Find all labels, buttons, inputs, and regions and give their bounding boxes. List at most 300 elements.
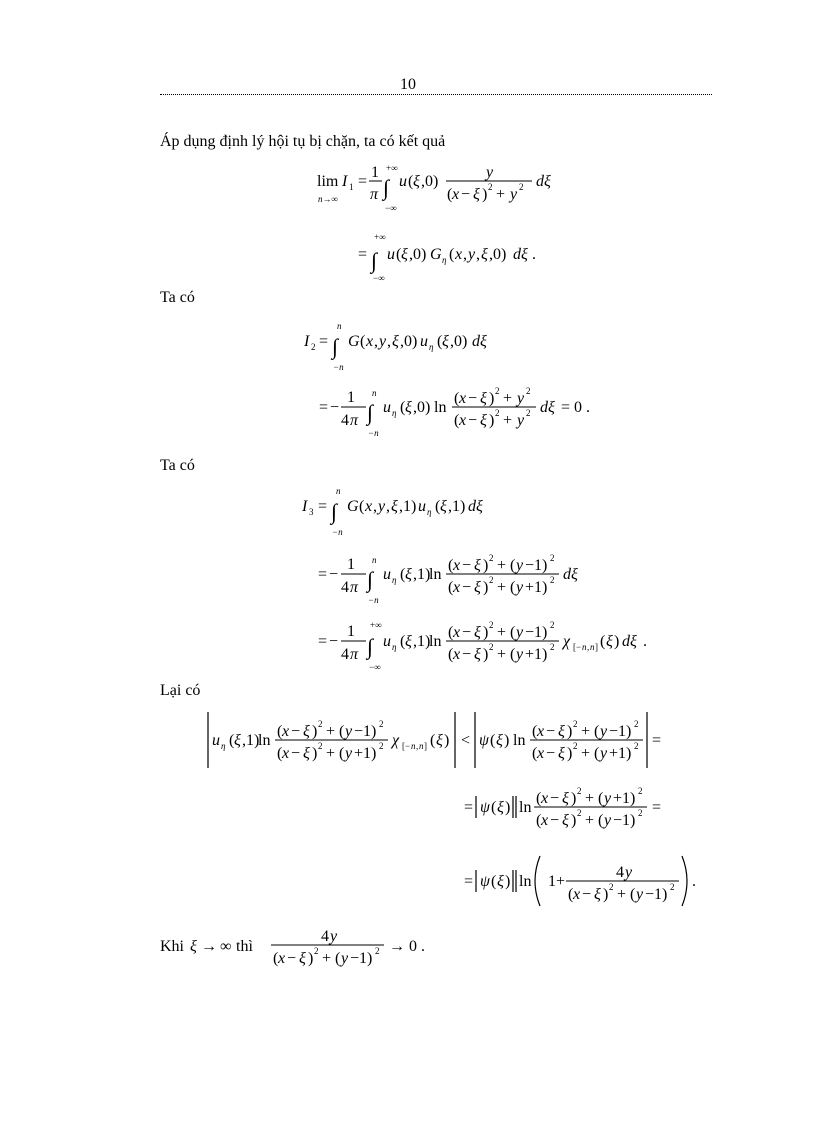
svg-text:−: − — [468, 412, 478, 429]
svg-text:,: , — [373, 498, 377, 515]
svg-text:): ) — [483, 579, 489, 596]
svg-text:ξ: ξ — [234, 732, 241, 749]
svg-text:ξ: ξ — [496, 732, 503, 749]
inequality-line3 — [464, 856, 696, 906]
svg-text:y: y — [345, 723, 353, 740]
svg-text:): ) — [483, 624, 489, 641]
svg-text:u: u — [387, 246, 395, 263]
svg-text:η: η — [429, 342, 434, 352]
svg-text:(: ( — [430, 732, 436, 749]
svg-text:(: ( — [277, 723, 283, 740]
svg-text:4: 4 — [341, 412, 349, 429]
svg-text:ξ: ξ — [474, 557, 481, 574]
svg-text:−: − — [546, 745, 556, 762]
svg-text:+: + — [497, 579, 507, 596]
svg-text:n: n — [411, 741, 416, 751]
svg-text:x: x — [453, 624, 461, 641]
svg-text:(: ( — [335, 950, 341, 967]
svg-text:(: ( — [448, 624, 454, 641]
svg-text:y: y — [345, 745, 353, 762]
svg-text:(: ( — [532, 745, 538, 762]
svg-text:,0): ,0) — [450, 333, 468, 350]
svg-text:(: ( — [510, 579, 516, 596]
khi-text: Khi — [160, 938, 184, 955]
svg-text:=: = — [319, 399, 329, 416]
svg-text:dξ: dξ — [513, 246, 528, 263]
svg-text:+: + — [585, 790, 595, 807]
svg-text:η: η — [442, 255, 447, 265]
svg-text:): ) — [489, 390, 495, 407]
svg-text:+: + — [503, 390, 513, 407]
svg-text:−: − — [462, 624, 472, 641]
svg-text:2: 2 — [489, 642, 494, 652]
svg-text:2: 2 — [519, 182, 524, 192]
svg-text:,: , — [416, 741, 419, 751]
svg-text:+∞: +∞ — [386, 163, 398, 173]
svg-text:∫: ∫ — [367, 634, 374, 659]
equation-limit-i1 — [317, 163, 551, 213]
svg-text:): ) — [567, 745, 573, 762]
svg-text:ψ: ψ — [480, 799, 490, 816]
svg-text:+∞: +∞ — [370, 620, 382, 630]
svg-text:ξ: ξ — [474, 646, 481, 663]
svg-text:+1): +1) — [609, 745, 632, 762]
svg-text:G: G — [430, 246, 442, 263]
svg-text:ξ: ξ — [562, 790, 569, 807]
svg-text:+1): +1) — [354, 745, 377, 762]
svg-text:): ) — [483, 557, 489, 574]
svg-text:): ) — [308, 950, 314, 967]
svg-text:ξ: ξ — [405, 566, 412, 583]
svg-text:+1): +1) — [613, 790, 636, 807]
svg-text:y: y — [486, 164, 494, 181]
svg-text:−∞: −∞ — [373, 273, 385, 283]
svg-text:∫: ∫ — [371, 248, 378, 273]
page-number: 10 — [400, 76, 416, 93]
svg-text:2: 2 — [526, 386, 531, 396]
svg-text:2: 2 — [550, 642, 555, 652]
svg-text:=: = — [652, 799, 662, 816]
svg-text:2: 2 — [495, 386, 500, 396]
svg-text:dξ: dξ — [540, 399, 555, 416]
svg-text:−: − — [461, 186, 471, 203]
svg-text:=: = — [652, 732, 662, 749]
ta-co-text-1: Ta có — [160, 289, 195, 306]
svg-text:x: x — [573, 886, 581, 903]
svg-text:ψ: ψ — [479, 732, 489, 749]
svg-text:∞: ∞ — [220, 938, 232, 955]
svg-text:y: y — [516, 579, 524, 596]
svg-text:2: 2 — [318, 719, 323, 729]
svg-text:−n: −n — [333, 362, 344, 372]
svg-text:η: η — [427, 507, 432, 517]
svg-text:(: ( — [598, 812, 604, 829]
svg-text:(: ( — [510, 557, 516, 574]
svg-text:+: + — [326, 723, 336, 740]
svg-text:,: , — [387, 333, 391, 350]
svg-text:y: y — [516, 624, 524, 641]
svg-text:(: ( — [448, 557, 454, 574]
svg-text:y: y — [600, 723, 608, 740]
svg-text:I: I — [302, 498, 308, 515]
svg-text:(: ( — [491, 873, 497, 890]
svg-text:ξ: ξ — [303, 723, 310, 740]
inequality-line2 — [464, 786, 661, 829]
svg-text:=: = — [358, 246, 368, 263]
svg-text:n: n — [336, 486, 341, 496]
svg-text:G: G — [348, 333, 360, 350]
limit-statement — [190, 928, 425, 967]
svg-text:2: 2 — [573, 719, 578, 729]
equation-limit-i1-line2 — [358, 232, 536, 283]
svg-text:η: η — [392, 408, 397, 418]
svg-text:χ: χ — [392, 732, 400, 749]
svg-text:(: ( — [532, 723, 538, 740]
svg-text:(: ( — [536, 790, 542, 807]
svg-text:(: ( — [491, 799, 497, 816]
svg-text:= 0 .: = 0 . — [561, 399, 591, 416]
svg-text:=: = — [319, 333, 329, 350]
svg-text:,1): ,1) — [448, 498, 466, 515]
inequality-line1 — [208, 712, 661, 768]
svg-text:x: x — [365, 498, 373, 515]
svg-text:−: − — [462, 579, 472, 596]
svg-text:+∞: +∞ — [374, 232, 386, 242]
svg-text:−: − — [287, 950, 297, 967]
svg-text:−: − — [291, 745, 301, 762]
svg-text:): ) — [505, 873, 511, 890]
svg-text:(: ( — [400, 633, 406, 650]
svg-text:ξ: ξ — [299, 950, 306, 967]
svg-text:−n: −n — [332, 527, 343, 537]
svg-text:2: 2 — [488, 182, 493, 192]
svg-text:ξ: ξ — [303, 745, 310, 762]
svg-text:dξ: dξ — [563, 566, 578, 583]
svg-text:=: = — [464, 873, 474, 890]
svg-text:,0): ,0) — [400, 333, 418, 350]
svg-text:(: ( — [536, 812, 542, 829]
svg-text:(: ( — [360, 333, 366, 350]
svg-text:∫: ∫ — [383, 175, 390, 200]
svg-text:=: = — [464, 799, 474, 816]
svg-text:,1): ,1) — [413, 633, 431, 650]
svg-text:2: 2 — [577, 786, 582, 796]
svg-text:,: , — [463, 246, 467, 263]
svg-text:y: y — [330, 928, 338, 945]
svg-text:,: , — [386, 498, 390, 515]
svg-text:−: − — [330, 399, 340, 416]
svg-text:): ) — [482, 186, 488, 203]
svg-text:=: = — [318, 633, 328, 650]
svg-text:(: ( — [630, 886, 636, 903]
svg-text:ξ: ξ — [473, 186, 480, 203]
svg-text:(: ( — [396, 246, 402, 263]
svg-text:u: u — [383, 633, 391, 650]
svg-text:): ) — [571, 790, 577, 807]
svg-text:u: u — [420, 333, 428, 350]
svg-text:−1): −1) — [645, 886, 668, 903]
svg-text:y: y — [625, 864, 633, 881]
svg-text:−1): −1) — [525, 624, 548, 641]
svg-text:1: 1 — [371, 164, 379, 181]
svg-text:+1): +1) — [525, 646, 548, 663]
svg-text:(: ( — [400, 399, 406, 416]
svg-text:χ: χ — [563, 633, 571, 650]
svg-text:lim: lim — [317, 173, 339, 190]
svg-text:4: 4 — [616, 864, 624, 881]
svg-text:x: x — [453, 646, 461, 663]
svg-text:−n: −n — [368, 595, 379, 605]
svg-text:+: + — [503, 412, 513, 429]
svg-text:(: ( — [437, 333, 443, 350]
svg-text:4: 4 — [321, 928, 329, 945]
svg-text:(: ( — [229, 732, 235, 749]
svg-text:y: y — [510, 186, 518, 203]
svg-text:,1): ,1) — [413, 566, 431, 583]
svg-text:−1): −1) — [525, 557, 548, 574]
svg-text:ξ: ξ — [481, 246, 488, 263]
svg-text:4: 4 — [341, 646, 349, 663]
svg-text:2: 2 — [609, 882, 614, 892]
svg-text:): ) — [444, 732, 450, 749]
svg-text:I: I — [304, 333, 310, 350]
svg-text:(: ( — [598, 790, 604, 807]
svg-text:π: π — [370, 186, 379, 203]
svg-text:2: 2 — [489, 553, 494, 563]
svg-text:n→∞: n→∞ — [318, 194, 338, 204]
svg-text:ξ: ξ — [497, 799, 504, 816]
svg-text:y: y — [468, 246, 476, 263]
svg-text:(: ( — [510, 646, 516, 663]
equation-i2-line2 — [319, 386, 590, 438]
svg-text:ξ: ξ — [440, 498, 447, 515]
svg-text:u: u — [383, 399, 391, 416]
svg-text:ψ: ψ — [480, 873, 490, 890]
svg-text:[−: [− — [573, 642, 582, 652]
svg-text:y: y — [379, 333, 387, 350]
svg-text:+: + — [585, 812, 595, 829]
svg-text:ln: ln — [258, 732, 271, 749]
svg-text:u: u — [399, 173, 407, 190]
svg-text:): ) — [505, 799, 511, 816]
svg-text:,: , — [476, 246, 480, 263]
svg-text:(: ( — [449, 246, 455, 263]
svg-text:y: y — [516, 557, 524, 574]
svg-text:(: ( — [339, 745, 345, 762]
svg-text:2: 2 — [638, 786, 643, 796]
svg-text:+: + — [581, 745, 591, 762]
svg-text:ln: ln — [519, 873, 532, 890]
svg-text:(: ( — [600, 633, 606, 650]
svg-text:I: I — [342, 173, 348, 190]
svg-text:ξ: ξ — [190, 938, 197, 955]
svg-text:2: 2 — [379, 741, 384, 751]
svg-text:,0): ,0) — [421, 173, 439, 190]
svg-text:y: y — [341, 950, 349, 967]
svg-text:1: 1 — [349, 182, 354, 192]
svg-text:ξ: ξ — [401, 246, 408, 263]
svg-text:x: x — [459, 412, 467, 429]
svg-text:ξ: ξ — [442, 333, 449, 350]
svg-text:): ) — [312, 745, 318, 762]
svg-text:−: − — [462, 646, 472, 663]
svg-text:n: n — [372, 388, 377, 398]
svg-text:(: ( — [277, 745, 283, 762]
svg-text:<: < — [461, 732, 471, 749]
svg-text:n: n — [590, 642, 595, 652]
svg-text:η: η — [392, 575, 397, 585]
svg-text:.: . — [532, 246, 536, 263]
svg-text:=: = — [318, 566, 328, 583]
svg-text:−: − — [329, 633, 339, 650]
svg-text:ξ: ξ — [606, 633, 613, 650]
svg-text:y: y — [517, 390, 525, 407]
svg-text:π: π — [350, 412, 359, 429]
svg-text:(: ( — [447, 186, 453, 203]
svg-text:n: n — [419, 741, 424, 751]
svg-text:+: + — [497, 624, 507, 641]
svg-text:ξ: ξ — [405, 633, 412, 650]
svg-text:dξ: dξ — [536, 173, 551, 190]
svg-text:ξ: ξ — [594, 886, 601, 903]
svg-text:ln: ln — [429, 633, 442, 650]
svg-text:1: 1 — [347, 556, 355, 573]
svg-text:x: x — [278, 950, 286, 967]
svg-text:): ) — [603, 886, 609, 903]
svg-text:=: = — [318, 498, 328, 515]
equation-i3-line2 — [318, 553, 578, 605]
svg-text:2: 2 — [634, 741, 639, 751]
svg-text:x: x — [366, 333, 374, 350]
svg-text:2: 2 — [550, 620, 555, 630]
svg-text:ξ: ξ — [392, 333, 399, 350]
svg-text:2: 2 — [670, 882, 675, 892]
svg-text:+: + — [617, 886, 627, 903]
svg-text:ξ: ξ — [497, 873, 504, 890]
svg-text:y: y — [517, 412, 525, 429]
svg-text:−: − — [550, 812, 560, 829]
svg-text:ln: ln — [519, 799, 532, 816]
svg-text:ξ: ξ — [480, 390, 487, 407]
svg-text:y: y — [378, 498, 386, 515]
svg-text:): ) — [483, 646, 489, 663]
svg-text:u: u — [212, 732, 220, 749]
svg-text:ξ: ξ — [436, 732, 443, 749]
svg-text:2: 2 — [638, 808, 643, 818]
svg-text:,: , — [587, 642, 590, 652]
svg-text:(: ( — [510, 624, 516, 641]
svg-text:x: x — [537, 723, 545, 740]
svg-text:+: + — [326, 745, 336, 762]
svg-text:2: 2 — [550, 553, 555, 563]
svg-text:,1): ,1) — [399, 498, 417, 515]
svg-text:x: x — [282, 723, 290, 740]
svg-text:x: x — [453, 579, 461, 596]
svg-text:2: 2 — [489, 575, 494, 585]
svg-text:2: 2 — [634, 719, 639, 729]
svg-text:): ) — [504, 732, 510, 749]
svg-text:η: η — [392, 642, 397, 652]
svg-text:(: ( — [568, 886, 574, 903]
svg-text:ξ: ξ — [558, 723, 565, 740]
svg-text:dξ: dξ — [468, 498, 483, 515]
svg-text:(: ( — [359, 498, 365, 515]
ta-co-text-2: Ta có — [160, 457, 195, 474]
svg-text:−∞: −∞ — [385, 203, 397, 213]
svg-text:n: n — [582, 642, 587, 652]
svg-text:x: x — [455, 246, 463, 263]
svg-text:n: n — [337, 321, 342, 331]
svg-text:−n: −n — [368, 428, 379, 438]
svg-text:2: 2 — [375, 946, 380, 956]
svg-text:ξ: ξ — [474, 579, 481, 596]
svg-text:,: , — [374, 333, 378, 350]
svg-text:(: ( — [435, 498, 441, 515]
svg-text:+: + — [496, 186, 506, 203]
svg-text:−: − — [546, 723, 556, 740]
svg-text:η: η — [221, 741, 226, 751]
svg-text:2: 2 — [573, 741, 578, 751]
svg-text:3: 3 — [309, 507, 314, 517]
svg-text:,0): ,0) — [409, 246, 427, 263]
svg-text:+: + — [581, 723, 591, 740]
svg-text:x: x — [459, 390, 467, 407]
svg-text:−1): −1) — [609, 723, 632, 740]
svg-text:ln: ln — [513, 732, 526, 749]
svg-text:(: ( — [594, 745, 600, 762]
svg-text:−: − — [468, 390, 478, 407]
svg-text:−1): −1) — [613, 812, 636, 829]
svg-text:(: ( — [454, 390, 460, 407]
svg-text:−: − — [582, 886, 592, 903]
svg-text:(: ( — [339, 723, 345, 740]
svg-text:y: y — [604, 790, 612, 807]
svg-text:2: 2 — [495, 408, 500, 418]
svg-text:x: x — [541, 790, 549, 807]
svg-text:(: ( — [273, 950, 279, 967]
svg-text:x: x — [453, 557, 461, 574]
svg-text:ξ: ξ — [562, 812, 569, 829]
svg-text:4: 4 — [341, 579, 349, 596]
svg-text:y: y — [636, 886, 644, 903]
svg-text:2: 2 — [318, 741, 323, 751]
intro-text: Áp dụng định lý hội tụ bị chặn, ta có kết quả — [160, 133, 446, 150]
svg-text:(: ( — [454, 412, 460, 429]
svg-text:G: G — [347, 498, 359, 515]
svg-text:+: + — [322, 950, 332, 967]
svg-text:,1): ,1) — [242, 732, 260, 749]
svg-text:∫: ∫ — [367, 400, 374, 425]
svg-text:∫: ∫ — [367, 567, 374, 592]
svg-text:[−: [− — [402, 741, 411, 751]
svg-text:2: 2 — [489, 620, 494, 630]
svg-text:]: ] — [424, 741, 427, 751]
svg-text:): ) — [614, 633, 620, 650]
svg-text:ξ: ξ — [405, 399, 412, 416]
svg-text:): ) — [489, 412, 495, 429]
svg-text:y: y — [604, 812, 612, 829]
svg-text:ξ: ξ — [558, 745, 565, 762]
svg-text:y: y — [600, 745, 608, 762]
svg-text:u: u — [418, 498, 426, 515]
svg-text:+1): +1) — [525, 579, 548, 596]
svg-text:x: x — [541, 812, 549, 829]
svg-text:+: + — [497, 646, 507, 663]
svg-text:(: ( — [448, 646, 454, 663]
svg-text:dξ: dξ — [622, 633, 637, 650]
svg-text:ln: ln — [429, 566, 442, 583]
svg-text:2: 2 — [311, 342, 316, 352]
